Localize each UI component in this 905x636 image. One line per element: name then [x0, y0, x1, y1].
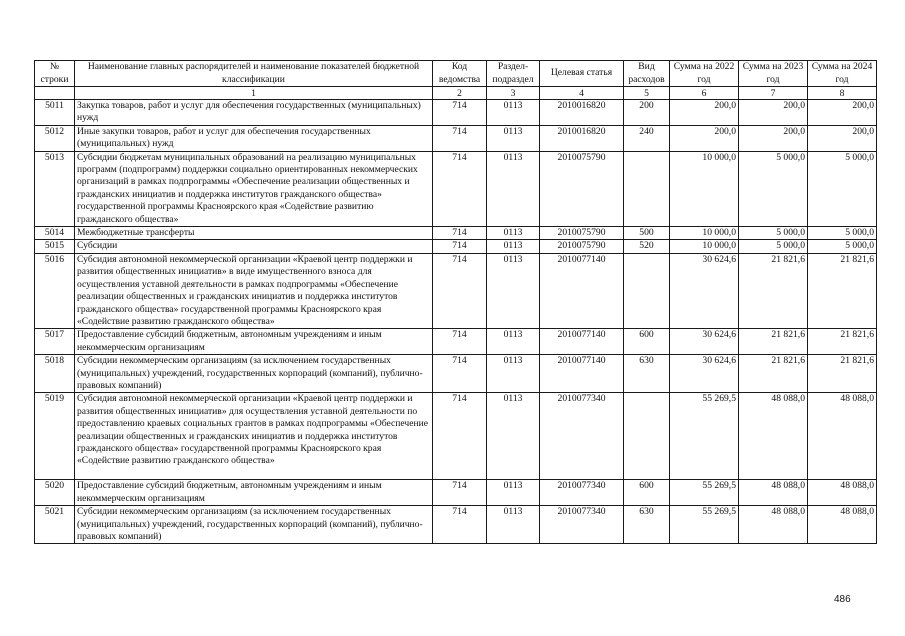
row-sum-2022: 200,0 — [670, 125, 739, 151]
row-name: Закупка товаров, работ и услуг для обеспечения государственных (муниципальных) нужд — [75, 100, 433, 126]
row-name: Субсидии некоммерческим организациям (за исключением государственных (муниципальных) учреждений, государственных корпораций (компаний), публично-правовых компаний) — [75, 506, 433, 544]
table-row — [35, 240, 877, 253]
row-target-article: 2010077340 — [540, 506, 624, 544]
row-department-code: 714 — [433, 125, 487, 151]
column-number: 7 — [739, 87, 808, 100]
row-section-subsection: 0113 — [487, 227, 540, 240]
row-number: 5018 — [35, 355, 75, 393]
row-sum-2024: 21 821,6 — [808, 253, 877, 328]
row-target-article: 2010077340 — [540, 480, 624, 506]
row-name: Предоставление субсидий бюджетным, автономным учреждениям и иным некоммерческим организациям — [75, 480, 433, 506]
row-sum-2022: 55 269,5 — [670, 393, 739, 480]
row-sum-2023: 48 088,0 — [739, 393, 808, 480]
row-name: Субсидии бюджетам муниципальных образований на реализацию муниципальных программ (подпрограмм) поддержки социально ориентированных некоммерческих организаций в рамках подпрограммы «Обеспечение реализации общественных и гражданских инициатив и поддержка институтов гражданского общества» государственной программы Красноярского края «Содействие развитию гражданского общества» — [75, 151, 433, 226]
column-number — [35, 87, 75, 100]
table-row — [35, 100, 877, 126]
row-expense-type: 600 — [624, 480, 670, 506]
row-expense-type — [624, 151, 670, 226]
header-row-number: № строки — [35, 61, 75, 87]
row-sum-2022: 30 624,6 — [670, 253, 739, 328]
row-number: 5016 — [35, 253, 75, 328]
row-sum-2023: 48 088,0 — [739, 506, 808, 544]
column-number: 2 — [433, 87, 487, 100]
row-department-code: 714 — [433, 480, 487, 506]
header-section-subsection: Раздел-подраздел — [487, 61, 540, 87]
row-section-subsection: 0113 — [487, 329, 540, 355]
table-row — [35, 506, 877, 544]
header-sum-2022: Сумма на 2022 год — [670, 61, 739, 87]
row-sum-2024: 5 000,0 — [808, 151, 877, 226]
row-target-article: 2010077340 — [540, 393, 624, 480]
row-sum-2024: 200,0 — [808, 125, 877, 151]
row-sum-2023: 48 088,0 — [739, 480, 808, 506]
table-row — [35, 253, 877, 328]
table-row — [35, 227, 877, 240]
row-name: Предоставление субсидий бюджетным, автономным учреждениям и иным некоммерческим организациям — [75, 329, 433, 355]
row-name: Межбюджетные трансферты — [75, 227, 433, 240]
row-number: 5011 — [35, 100, 75, 126]
row-sum-2024: 48 088,0 — [808, 393, 877, 480]
row-sum-2023: 5 000,0 — [739, 151, 808, 226]
row-section-subsection: 0113 — [487, 253, 540, 328]
row-sum-2024: 21 821,6 — [808, 355, 877, 393]
row-expense-type: 200 — [624, 100, 670, 126]
row-sum-2024: 5 000,0 — [808, 227, 877, 240]
row-sum-2024: 21 821,6 — [808, 329, 877, 355]
row-expense-type: 500 — [624, 227, 670, 240]
page-number: 486 — [834, 594, 851, 605]
row-expense-type: 630 — [624, 355, 670, 393]
row-sum-2022: 10 000,0 — [670, 240, 739, 253]
row-sum-2022: 200,0 — [670, 100, 739, 126]
row-section-subsection: 0113 — [487, 480, 540, 506]
row-expense-type — [624, 253, 670, 328]
row-sum-2023: 21 821,6 — [739, 329, 808, 355]
row-section-subsection: 0113 — [487, 393, 540, 480]
row-sum-2024: 200,0 — [808, 100, 877, 126]
row-department-code: 714 — [433, 227, 487, 240]
header-sum-2024: Сумма на 2024 год — [808, 61, 877, 87]
row-number: 5014 — [35, 227, 75, 240]
header-target-article: Целевая статья — [540, 61, 624, 87]
header-sum-2023: Сумма на 2023 год — [739, 61, 808, 87]
row-sum-2023: 5 000,0 — [739, 240, 808, 253]
row-department-code: 714 — [433, 393, 487, 480]
row-number: 5013 — [35, 151, 75, 226]
row-expense-type: 600 — [624, 329, 670, 355]
row-sum-2024: 48 088,0 — [808, 480, 877, 506]
row-name: Субсидия автономной некоммерческой организации «Краевой центр поддержки и развития общественных инициатив» в виде имущественного взноса для осуществления уставной деятельности в рамках подпрограммы «Обеспечение реализации общественных и гражданских инициатив и поддержка институтов гражданского общества» государственной программы Красноярского края «Содействие развитию гражданского общества» — [75, 253, 433, 328]
column-numbers-row — [35, 87, 877, 100]
header-expense-type: Вид расходов — [624, 61, 670, 87]
row-number: 5012 — [35, 125, 75, 151]
table-header-row — [35, 61, 877, 87]
row-sum-2022: 30 624,6 — [670, 329, 739, 355]
row-name: Субсидии некоммерческим организациям (за исключением государственных (муниципальных) учреждений, государственных корпораций (компаний), публично-правовых компаний) — [75, 355, 433, 393]
row-section-subsection: 0113 — [487, 151, 540, 226]
row-sum-2023: 200,0 — [739, 125, 808, 151]
row-sum-2024: 48 088,0 — [808, 506, 877, 544]
column-number: 3 — [487, 87, 540, 100]
column-number: 8 — [808, 87, 877, 100]
row-name: Иные закупки товаров, работ и услуг для обеспечения государственных (муниципальных) нужд — [75, 125, 433, 151]
row-target-article: 2010075790 — [540, 151, 624, 226]
row-target-article: 2010075790 — [540, 240, 624, 253]
row-sum-2022: 55 269,5 — [670, 480, 739, 506]
row-sum-2023: 21 821,6 — [739, 355, 808, 393]
row-expense-type: 630 — [624, 506, 670, 544]
row-section-subsection: 0113 — [487, 125, 540, 151]
table-row — [35, 329, 877, 355]
row-department-code: 714 — [433, 240, 487, 253]
row-target-article: 2010077140 — [540, 253, 624, 328]
row-sum-2023: 5 000,0 — [739, 227, 808, 240]
table-row — [35, 393, 877, 480]
row-sum-2022: 55 269,5 — [670, 506, 739, 544]
row-sum-2023: 21 821,6 — [739, 253, 808, 328]
row-name: Субсидии — [75, 240, 433, 253]
row-number: 5021 — [35, 506, 75, 544]
row-department-code: 714 — [433, 355, 487, 393]
row-expense-type — [624, 393, 670, 480]
table-row — [35, 355, 877, 393]
table-row — [35, 480, 877, 506]
row-target-article: 2010016820 — [540, 100, 624, 126]
column-number: 4 — [540, 87, 624, 100]
table-row — [35, 125, 877, 151]
budget-table — [34, 60, 877, 544]
row-sum-2023: 200,0 — [739, 100, 808, 126]
row-target-article: 2010077140 — [540, 355, 624, 393]
row-number: 5017 — [35, 329, 75, 355]
column-number: 6 — [670, 87, 739, 100]
row-sum-2022: 10 000,0 — [670, 227, 739, 240]
row-target-article: 2010016820 — [540, 125, 624, 151]
header-department-code: Код ведомства — [433, 61, 487, 87]
row-department-code: 714 — [433, 151, 487, 226]
row-section-subsection: 0113 — [487, 100, 540, 126]
row-sum-2024: 5 000,0 — [808, 240, 877, 253]
row-number: 5020 — [35, 480, 75, 506]
row-department-code: 714 — [433, 329, 487, 355]
row-expense-type: 240 — [624, 125, 670, 151]
header-name: Наименование главных распорядителей и наименование показателей бюджетной классификации — [75, 61, 433, 87]
row-department-code: 714 — [433, 253, 487, 328]
row-section-subsection: 0113 — [487, 240, 540, 253]
table-body — [35, 100, 877, 544]
column-number: 5 — [624, 87, 670, 100]
row-sum-2022: 10 000,0 — [670, 151, 739, 226]
row-name: Субсидия автономной некоммерческой организации «Краевой центр поддержки и развития общественных инициатив» для осуществления уставной деятельности по предоставлению краевых социальных грантов в рамках подпрограммы «Обеспечение реализации общественных и гражданских инициатив и поддержка институтов гражданского общества» государственной программы Красноярского края «Содействие развитию гражданского общества» — [75, 393, 433, 480]
row-section-subsection: 0113 — [487, 355, 540, 393]
row-expense-type: 520 — [624, 240, 670, 253]
row-target-article: 2010075790 — [540, 227, 624, 240]
table-row — [35, 151, 877, 226]
row-number: 5019 — [35, 393, 75, 480]
row-department-code: 714 — [433, 100, 487, 126]
row-number: 5015 — [35, 240, 75, 253]
row-sum-2022: 30 624,6 — [670, 355, 739, 393]
row-target-article: 2010077140 — [540, 329, 624, 355]
column-number: 1 — [75, 87, 433, 100]
row-department-code: 714 — [433, 506, 487, 544]
row-section-subsection: 0113 — [487, 506, 540, 544]
